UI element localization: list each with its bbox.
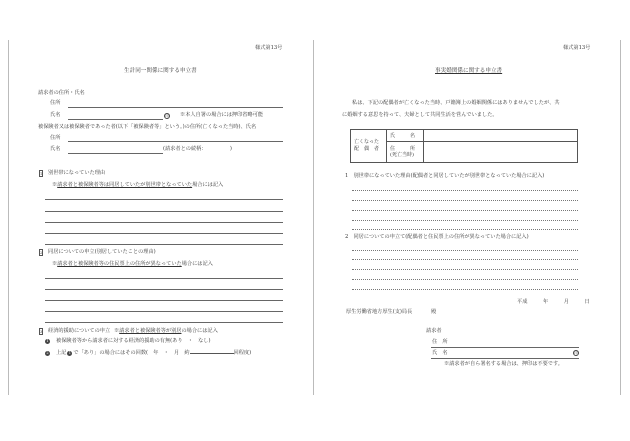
seal-icon: 印 — [165, 114, 169, 118]
section-2-line[interactable] — [352, 250, 578, 251]
note-mark: ※ — [52, 182, 58, 188]
section-2-line[interactable] — [352, 289, 578, 290]
count-field[interactable] — [190, 353, 234, 354]
section-1-line[interactable] — [352, 210, 578, 211]
spouse-table — [350, 129, 578, 163]
date-field[interactable]: 平成 年 月 日 — [517, 299, 590, 305]
section-2-title: 同居についての申立(別居していたことの理由) — [48, 249, 156, 255]
section-2-line[interactable] — [352, 279, 578, 280]
item-1-text: 被保険者等から請求者に対する経済的援助の有無(あり ・ なし) — [56, 338, 211, 344]
claimant-name-field[interactable] — [68, 119, 163, 120]
seal-note: ※請求者が自ら署名する場合は、押印は不要です。 — [444, 361, 563, 367]
claimant-address-label: 住所 — [50, 100, 61, 106]
section-1-line[interactable] — [352, 220, 578, 221]
addressee: 厚生労働省地方厚生(支)局長 — [346, 309, 413, 315]
seal-icon: 印 — [574, 351, 578, 355]
circled-2-icon: 2 — [46, 351, 49, 355]
declaration-line-1: 私は、下記の配偶者が亡くなった当時、戸籍簿上の婚姻関係にはありませんでしたが、共 — [352, 100, 560, 106]
item-2-prefix: 上記 — [56, 350, 67, 356]
note-suffix: 場合には記入 — [192, 182, 224, 188]
section-1-line[interactable] — [45, 211, 283, 212]
page-border-left — [8, 40, 9, 395]
note-mark: ※ — [114, 328, 120, 334]
section-2-note — [52, 262, 213, 267]
section-1-title: 別世帯になっていた理由 — [48, 170, 106, 176]
section-1-line[interactable] — [352, 190, 578, 191]
section-2-line[interactable] — [45, 322, 283, 323]
section-2-line[interactable] — [352, 269, 578, 270]
circled-1-icon: 1 — [46, 339, 49, 343]
note-suffix: 場合には記入 — [181, 261, 213, 267]
name-label: 氏 名 — [387, 130, 424, 142]
insured-name-label: 氏名 — [50, 146, 61, 152]
claimant-heading: 請求者の住所・氏名 — [38, 90, 85, 96]
form-number: 様式第13号 — [563, 45, 591, 51]
item-2-suffix: 回程度) — [233, 350, 252, 356]
page-divider — [313, 40, 314, 395]
claimant-label: 請求者 — [426, 328, 442, 334]
section-1-number: 1 — [40, 172, 43, 176]
section-2-line[interactable] — [45, 289, 283, 290]
section-1-line[interactable] — [45, 233, 283, 234]
note-underlined: 請求者と被保険者等は同居していたが別世帯となっていた — [57, 182, 193, 188]
note-underlined: 請求者と被保険者等が別居 — [119, 328, 182, 334]
note-suffix: の場合には記入 — [181, 328, 218, 334]
claimant-address-field[interactable] — [68, 107, 283, 108]
section-2-line[interactable] — [45, 311, 283, 312]
section-1-line[interactable] — [352, 229, 578, 230]
spouse-name-field[interactable] — [424, 130, 578, 142]
insured-address-label: 住所 — [50, 135, 61, 141]
form-number: 様式第13号 — [255, 45, 283, 51]
address-label-cell — [387, 142, 424, 163]
section-1-line[interactable] — [45, 222, 283, 223]
claimant-name-label: 氏名 — [50, 112, 61, 118]
claimant-name-label: 氏 名 — [432, 350, 448, 356]
section-3-number: 3 — [40, 330, 43, 334]
form-title: 事実婚関係に関する申立書 — [435, 68, 503, 74]
section-3-title: 経済的援助についての申立 — [48, 328, 111, 334]
seal-note: ※本人自署の場合には押印省略可能 — [180, 112, 264, 118]
item-2-text — [56, 351, 251, 356]
section-2-title: 2 同居についての申立て(配偶者と住民票上の住所が異なっていた場合に記入) — [345, 234, 529, 240]
section-2-number: 2 — [40, 251, 43, 255]
honorific: 殿 — [431, 309, 437, 315]
note-underlined: 請求者と被保険者等の住民票上の住所が異なっていた — [57, 261, 182, 267]
spouse-header — [351, 130, 387, 163]
section-1-title: 1 別世帯になっていた理由(配偶者と同居していたが別世帯となっていた場合に記入) — [345, 173, 545, 179]
insured-heading: 被保険者又は被保険者であった者(以下「被保険者等」という。)の住所(亡くなった当時)、氏名 — [38, 124, 257, 130]
section-1-line[interactable] — [45, 199, 283, 200]
section-2-line[interactable] — [45, 300, 283, 301]
address-label: 住 所 — [390, 145, 416, 152]
relation-field[interactable]: (請求者との続柄： ) — [163, 146, 232, 152]
declaration-line-2: に婚姻する意思を持って、夫婦として共同生活を営んでいました。 — [342, 112, 498, 118]
insured-name-field[interactable] — [68, 153, 163, 154]
note-mark: ※ — [52, 261, 58, 267]
circled-1-icon: 1 — [68, 351, 71, 355]
section-1-line[interactable] — [45, 244, 283, 245]
spouse-header-line2: 配 偶 者 — [354, 146, 380, 152]
form-title: 生計同一関係に関する申立書 — [124, 68, 197, 74]
section-2-line[interactable] — [45, 278, 283, 279]
section-3-note — [114, 329, 218, 334]
insured-address-field[interactable] — [68, 141, 283, 142]
spouse-header-line1: 亡くなった — [354, 138, 380, 145]
section-2-line[interactable] — [352, 259, 578, 260]
page-border-right — [620, 40, 621, 395]
address-sublabel: (死亡当時) — [390, 152, 414, 158]
claimant-address-field[interactable] — [431, 347, 579, 348]
item-2-middle: で「あり」の場合にはその回数( 年 ・ 月 約 — [73, 350, 190, 356]
claimant-address-label: 住 所 — [432, 339, 448, 345]
claimant-name-field[interactable] — [431, 358, 579, 359]
section-1-line[interactable] — [352, 200, 578, 201]
section-1-note — [52, 183, 223, 188]
spouse-address-field[interactable] — [424, 142, 578, 163]
